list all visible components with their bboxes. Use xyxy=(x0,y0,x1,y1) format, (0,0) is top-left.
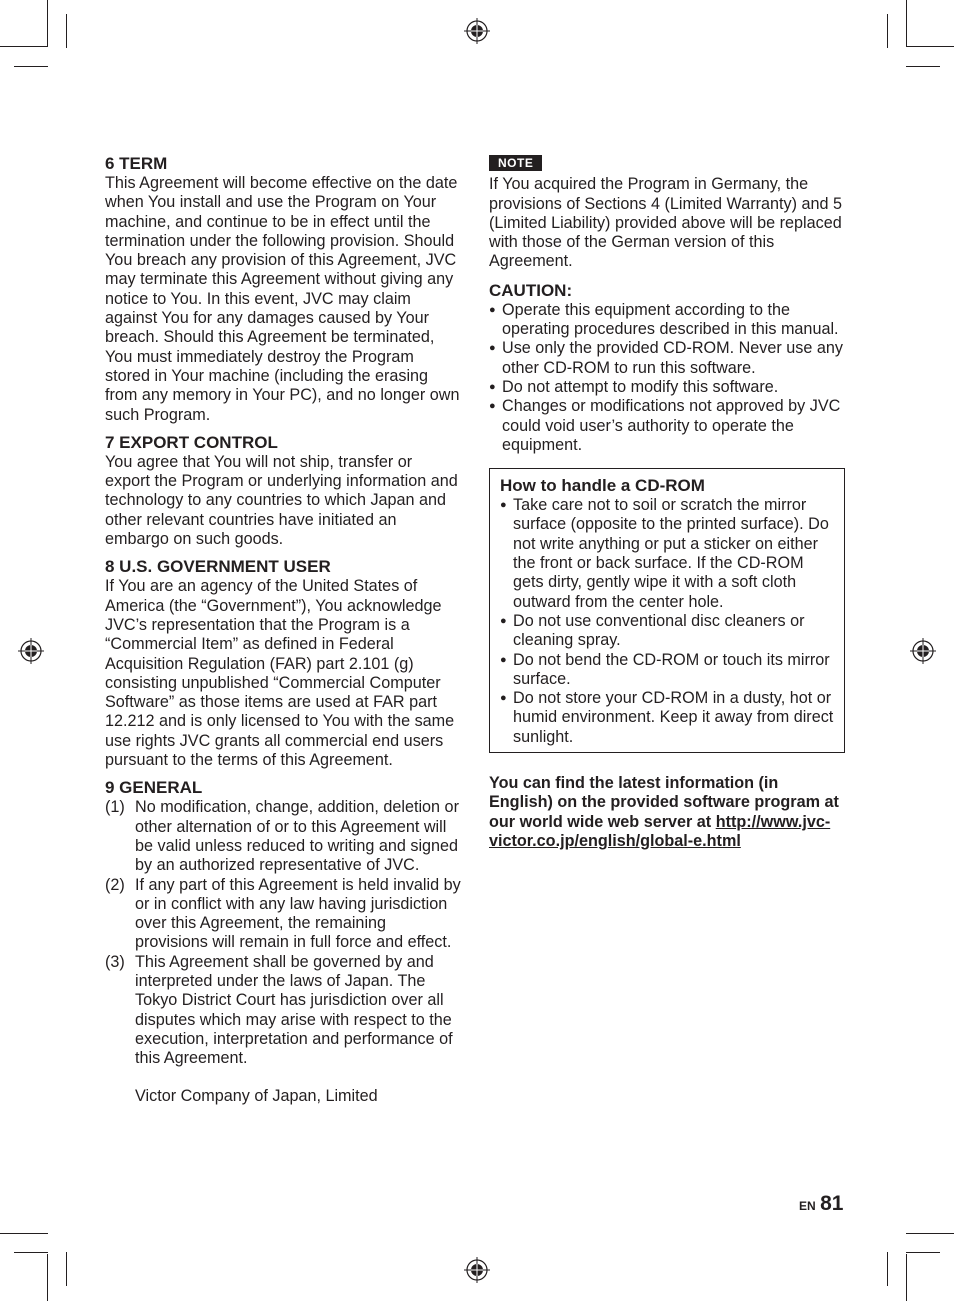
crop-mark xyxy=(14,66,48,67)
page-number-value: 81 xyxy=(820,1192,844,1215)
item-text: Do not bend the CD-ROM or touch its mirror surface. xyxy=(513,650,830,688)
section-heading: 6 TERM xyxy=(105,154,168,173)
section-us-government-user xyxy=(105,556,461,770)
crop-mark xyxy=(66,1252,67,1286)
item-number: (3) xyxy=(105,952,125,971)
item-text: Do not store your CD-ROM in a dusty, hot or humid environment. Keep it away from direct sunlight. xyxy=(513,689,834,746)
list-item xyxy=(105,798,461,875)
web-info-text: You can find the latest information (in English) on the provided software program at our world wide web server at xyxy=(489,774,839,831)
item-text: Do not use conventional disc cleaners or cleaning spray. xyxy=(513,611,805,650)
caution-heading: CAUTION: xyxy=(489,280,573,300)
item-text: Changes or modifications not approved by JVC could void user’s authority to operate the equipment. xyxy=(502,397,841,454)
crop-mark xyxy=(0,1233,48,1234)
section-heading: 9 GENERAL xyxy=(105,778,203,798)
bullet-icon: ● xyxy=(489,380,496,393)
web-info xyxy=(489,774,845,851)
box-heading: How to handle a CD-ROM xyxy=(500,476,705,496)
section-body: If You are an agency of the United States of America (the “Government”), You acknowledge JVC’s representation that the Program is a “Commercial Item” as defined in Federal Acquisition Regulation (FAR) part 2.101 (g) consisting unpublished “Commercial Computer Software” as those items are used at FAR part 12.212 and is only licensed to You with the same use rights JVC grants all commercial end users pursuant to the terms of this Agreement. xyxy=(105,577,455,770)
bullet-icon: ● xyxy=(489,400,496,413)
cdrom-handling-box xyxy=(489,468,845,753)
section-general xyxy=(105,777,461,1106)
list-item xyxy=(500,496,836,612)
crop-mark xyxy=(906,0,907,46)
item-text: This Agreement shall be governed by and interpreted under the laws of Japan. The Tokyo District Court has jurisdiction over all disputes which may arise with respect to the execution, interpretation and performance of this Agreement. xyxy=(135,952,453,1068)
note-badge: NOTE xyxy=(489,155,542,171)
list-item xyxy=(500,612,836,651)
crop-mark xyxy=(14,1252,48,1253)
right-column xyxy=(489,153,845,851)
section-body: This Agreement will become effective on the date when You install and use the Program on Your machine, and continue to be in effect until the termination under the following provision. Should You breach any provision of this Agreement, JVC may terminate this Agreement without giving any notice to You. In this event, JVC may claim against You for any damages caused by Your breach. Should this Agreement be terminated, You must immediately destroy the Program stored in Your machine (including the erasing from any memory in Your PC), and no longer own such Program. xyxy=(105,174,460,424)
bullet-icon: ● xyxy=(500,614,507,627)
bullet-icon: ● xyxy=(500,499,507,512)
bullet-icon: ● xyxy=(489,342,496,355)
crop-mark xyxy=(906,46,954,47)
crop-mark xyxy=(47,0,48,46)
bullet-icon: ● xyxy=(500,653,507,666)
item-number: (1) xyxy=(105,798,125,817)
crop-mark xyxy=(906,1252,940,1253)
list-item xyxy=(489,339,845,378)
crop-mark xyxy=(906,66,940,67)
web-link[interactable]: http://www.jvc-victor.co.jp/english/global-e.html xyxy=(489,812,831,850)
section-heading: 8 U.S. GOVERNMENT USER xyxy=(105,557,331,577)
crop-mark xyxy=(47,1254,48,1301)
section-term xyxy=(105,153,461,425)
page-number xyxy=(799,1192,843,1216)
bullet-icon: ● xyxy=(489,303,496,316)
crop-mark xyxy=(887,1252,888,1286)
list-item xyxy=(105,953,461,1069)
section-export-control xyxy=(105,432,461,549)
crop-mark xyxy=(906,1233,954,1234)
section-body: You agree that You will not ship, transfer or export the Program or underlying information and technology to any countries to which Japan and other relevant countries have initiated an embargo on such goods. xyxy=(105,452,458,549)
crop-mark xyxy=(66,14,67,48)
item-text: If any part of this Agreement is held invalid by or in conflict with any law having jurisdiction over this Agreement, the remaining provisions will remain in full force and effect. xyxy=(135,875,461,952)
crop-mark xyxy=(0,46,48,47)
section-heading: 7 EXPORT CONTROL xyxy=(105,432,278,452)
caution-section xyxy=(489,280,845,455)
item-number: (2) xyxy=(105,875,125,894)
item-text: No modification, change, addition, deletion or other alternation of or to this Agreement will be valid unless reduced to writing and signed by an authorized representative of JVC. xyxy=(135,798,459,875)
crop-mark xyxy=(906,1254,907,1301)
registration-mark-icon xyxy=(18,638,44,664)
item-text: Take care not to soil or scratch the mirror surface (opposite to the printed surface). Do not write anything or put a sticker on either the front or back surface. If the CD-ROM gets dirty, gently wipe it with a soft cloth outward from the center hole. xyxy=(513,496,829,611)
registration-mark-icon xyxy=(910,638,936,664)
note-section xyxy=(489,153,845,272)
item-text: Do not attempt to modify this software. xyxy=(502,377,779,396)
item-text: Use only the provided CD-ROM. Never use any other CD-ROM to run this software. xyxy=(502,339,843,377)
item-text: Operate this equipment according to the operating procedures described in this manual. xyxy=(502,300,839,339)
list-item xyxy=(105,876,461,953)
list-item xyxy=(500,651,836,690)
registration-mark-icon xyxy=(464,1257,490,1283)
list-item xyxy=(489,397,845,455)
left-column xyxy=(105,153,461,1114)
bullet-icon: ● xyxy=(500,692,507,705)
crop-mark xyxy=(887,14,888,48)
page-language: EN xyxy=(799,1199,816,1213)
list-item xyxy=(489,378,845,397)
signature: Victor Company of Japan, Limited xyxy=(135,1087,378,1106)
list-item xyxy=(489,301,845,340)
list-item xyxy=(500,689,836,747)
note-text: If You acquired the Program in Germany, the provisions of Sections 4 (Limited Warranty) and 5 (Limited Liability) provided above will be replaced with those of the German version of this Agreement. xyxy=(489,175,842,271)
registration-mark-icon xyxy=(464,18,490,44)
